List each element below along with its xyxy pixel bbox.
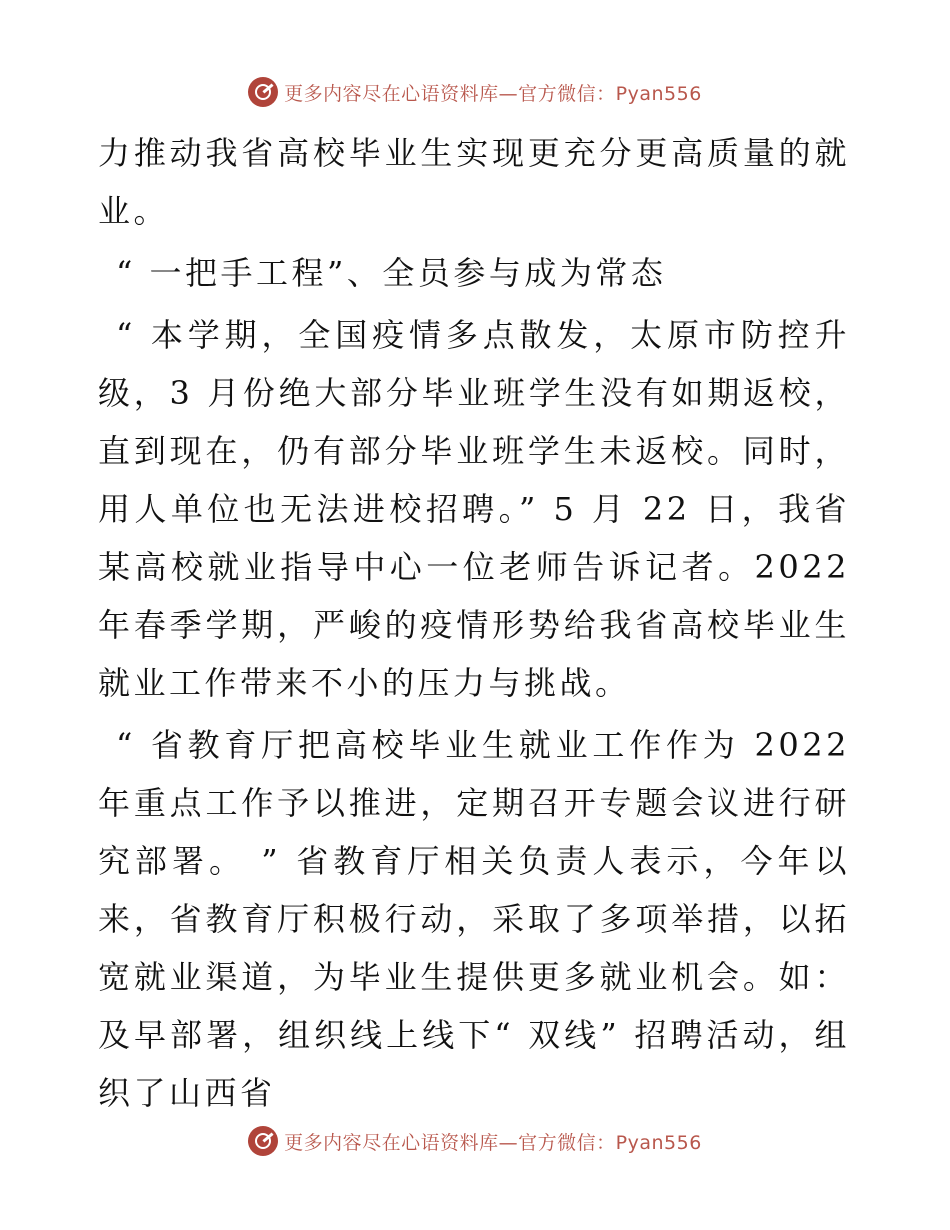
watermark-header	[0, 72, 950, 112]
paragraph-2: “ 本学期，全国疫情多点散发，太原市防控升级，3 月份绝大部分毕业班学生没有如期返校，直到现在，仍有部分毕业班学生未返校。同时，用人单位也无法进校招聘。” 5 月 22 日，我省某高校就业指导中心一位老师告诉记者。2022 年春季学期，严峻的疫情形势给我省高校毕业生就业工作带来不小的压力与挑战。	[98, 316, 850, 702]
watermark-footer	[0, 1121, 950, 1161]
logo-icon	[248, 77, 278, 107]
section-heading: “ 一把手工程”、全员参与成为常态	[116, 254, 667, 292]
watermark-text: 更多内容尽在心语资料库—官方微信：Pyan556	[284, 82, 702, 105]
document-body	[98, 124, 850, 1126]
paragraph-3: “ 省教育厅把高校毕业生就业工作作为 2022 年重点工作予以推进，定期召开专题会议进行研究部署。 ” 省教育厅相关负责人表示，今年以来，省教育厅积极行动，采取了多项举措，以拓宽就业渠道，为毕业生提供更多就业机会。如：及早部署，组织线上线下“ 双线” 招聘活动，组织了山西省	[98, 726, 850, 1112]
logo-icon	[248, 1126, 278, 1156]
paragraph-1: 力推动我省高校毕业生实现更充分更高质量的就业。	[98, 134, 850, 230]
watermark-text: 更多内容尽在心语资料库—官方微信：Pyan556	[284, 1131, 702, 1154]
